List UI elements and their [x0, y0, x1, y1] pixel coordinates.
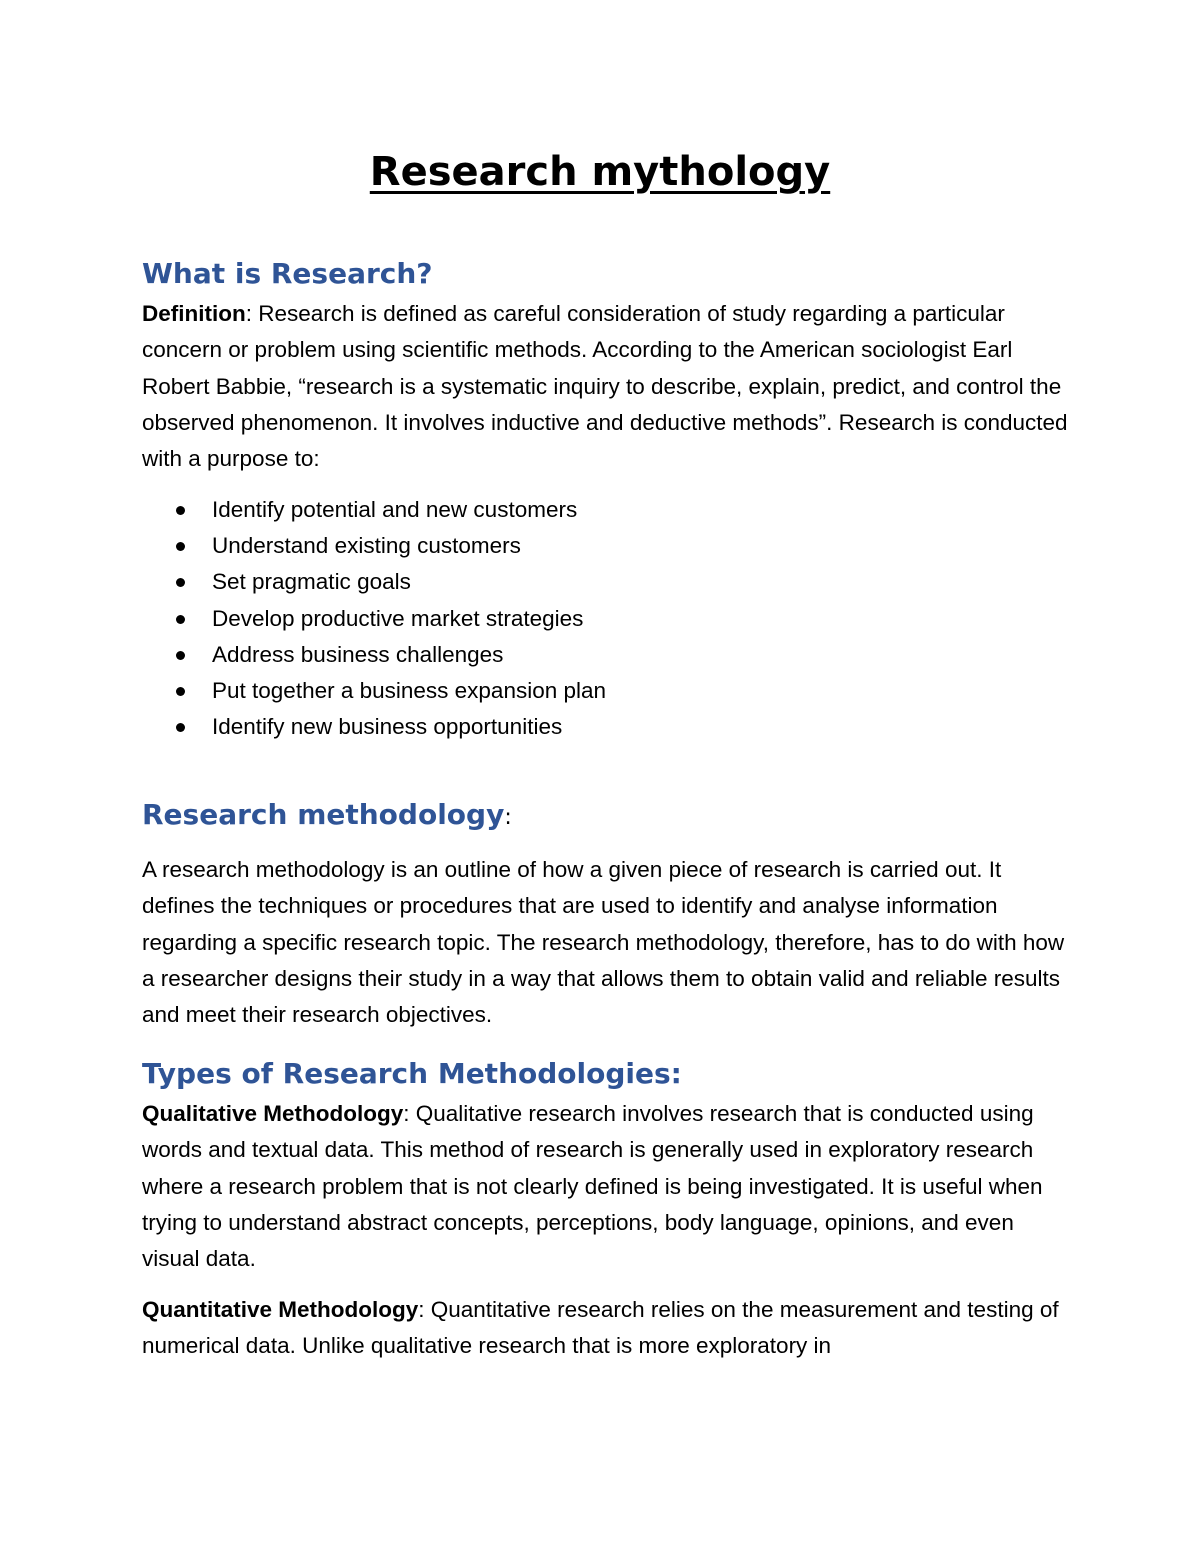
- list-item: Identify potential and new customers: [142, 492, 606, 528]
- list-item: Develop productive market strategies: [142, 601, 606, 637]
- qualitative-text: : Qualitative research involves research that is conducted using words and textual data. This method of research is generally used in exploratory research where a research problem that is not clearly defined is being investigated. It is useful when trying to understand abstract concepts, perceptions, body language, opinions, and even visual data.: [142, 1101, 1043, 1272]
- list-item: Set pragmatic goals: [142, 564, 606, 600]
- list-item: Put together a business expansion plan: [142, 673, 606, 709]
- qualitative-paragraph: [142, 1096, 1072, 1277]
- purpose-list: [142, 492, 606, 745]
- heading-types-of-methodologies: Types of Research Methodologies:: [142, 1057, 682, 1090]
- bullet-icon: [176, 651, 185, 660]
- bullet-icon: [176, 542, 185, 551]
- definition-text: : Research is defined as careful consideration of study regarding a particular concern or problem using scientific methods. According to the American sociologist Earl Robert Babbie, “research is a systematic inquiry to describe, explain, predict, and control the observed phenomenon. It involves inductive and deductive methods”. Research is conducted with a purpose to:: [142, 301, 1068, 472]
- list-item: Understand existing customers: [142, 528, 606, 564]
- definition-paragraph: [142, 296, 1072, 477]
- heading-colon: :: [504, 805, 512, 830]
- definition-label: Definition: [142, 301, 246, 326]
- quantitative-text: : Quantitative research relies on the measurement and testing of numerical data. Unlike qualitative research that is more exploratory in: [142, 1297, 1059, 1359]
- quantitative-paragraph: [142, 1292, 1072, 1365]
- heading-what-is-research: What is Research?: [142, 257, 433, 290]
- qualitative-label: Qualitative Methodology: [142, 1101, 404, 1126]
- heading-research-methodology: Research methodology:: [142, 798, 512, 831]
- bullet-icon: [176, 723, 185, 732]
- page-title: Research mythology: [369, 149, 831, 195]
- bullet-icon: [176, 615, 185, 624]
- bullet-icon: [176, 687, 185, 696]
- bullet-icon: [176, 506, 185, 515]
- quantitative-label: Quantitative Methodology: [142, 1297, 419, 1322]
- methodology-paragraph: A research methodology is an outline of how a given piece of research is carried out. It defines the techniques or procedures that are used to identify and analyse information regarding a specific research topic. The research methodology, therefore, has to do with how a researcher designs their study in a way that allows them to obtain valid and reliable results and meet their research objectives.: [142, 857, 1065, 1028]
- list-item: Address business challenges: [142, 637, 606, 673]
- list-item: Identify new business opportunities: [142, 709, 606, 745]
- bullet-icon: [176, 578, 185, 587]
